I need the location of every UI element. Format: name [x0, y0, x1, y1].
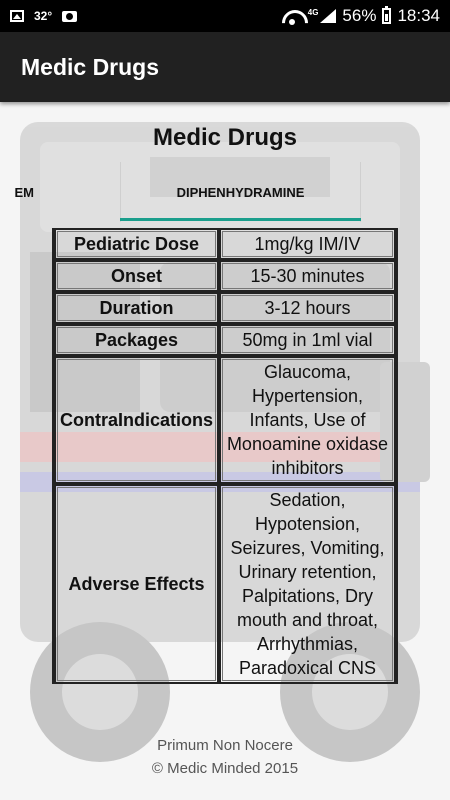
battery-percent: 56%: [342, 6, 377, 25]
row-label: Pediatric Dose: [54, 228, 219, 260]
signal-icon: [320, 9, 336, 23]
table-row: [54, 356, 396, 484]
footer: [0, 734, 450, 780]
row-label: Adverse Effects: [54, 484, 219, 684]
table-row: [54, 260, 396, 292]
row-value: 50mg in 1ml vial: [219, 324, 396, 356]
table-row: [54, 484, 396, 684]
gallery-icon: [10, 10, 24, 22]
content-area[interactable]: [0, 102, 450, 800]
row-value: 1mg/kg IM/IV: [219, 228, 396, 260]
row-value: 15-30 minutes: [219, 260, 396, 292]
table-row: [54, 228, 396, 260]
table-row: [54, 324, 396, 356]
app-title: Medic Drugs: [21, 54, 160, 80]
row-label: Packages: [54, 324, 219, 356]
footer-motto: Primum Non Nocere: [157, 737, 293, 754]
clock: 18:34: [397, 6, 440, 25]
camera-icon: [62, 11, 77, 22]
app-bar: [0, 32, 450, 102]
row-label: Duration: [54, 292, 219, 324]
row-value: 3-12 hours: [219, 292, 396, 324]
drug-info-table: [52, 228, 398, 684]
row-label: ContraIndications: [54, 356, 219, 484]
row-value: Sedation, Hypotension, Seizures, Vomiting, Urinary retention, Palpitations, Dry mouth and throat, Arrhythmias, Paradoxical CNS: [219, 484, 396, 684]
network-type: 4G: [307, 7, 319, 17]
battery-icon: [382, 8, 391, 24]
status-right: [282, 0, 440, 32]
page-title: Medic Drugs: [152, 124, 298, 151]
tab-bar: [0, 162, 450, 222]
row-label: Onset: [54, 260, 219, 292]
status-left: [10, 0, 77, 32]
tab-previous[interactable]: EM: [14, 184, 34, 200]
row-value: Glaucoma, Hypertension, Infants, Use of Monoamine oxidase inhibitors: [219, 356, 396, 484]
table-row: [54, 292, 396, 324]
wifi-icon: [282, 8, 302, 24]
drug-info-table-scroll[interactable]: [52, 234, 398, 678]
footer-copyright: © Medic Minded 2015: [151, 760, 299, 777]
status-bar: [0, 0, 450, 32]
tab-diphenhydramine[interactable]: DIPHENHYDRAMINE: [120, 162, 361, 222]
tab-indicator: [120, 218, 361, 221]
temperature-text: 32°: [34, 9, 53, 23]
